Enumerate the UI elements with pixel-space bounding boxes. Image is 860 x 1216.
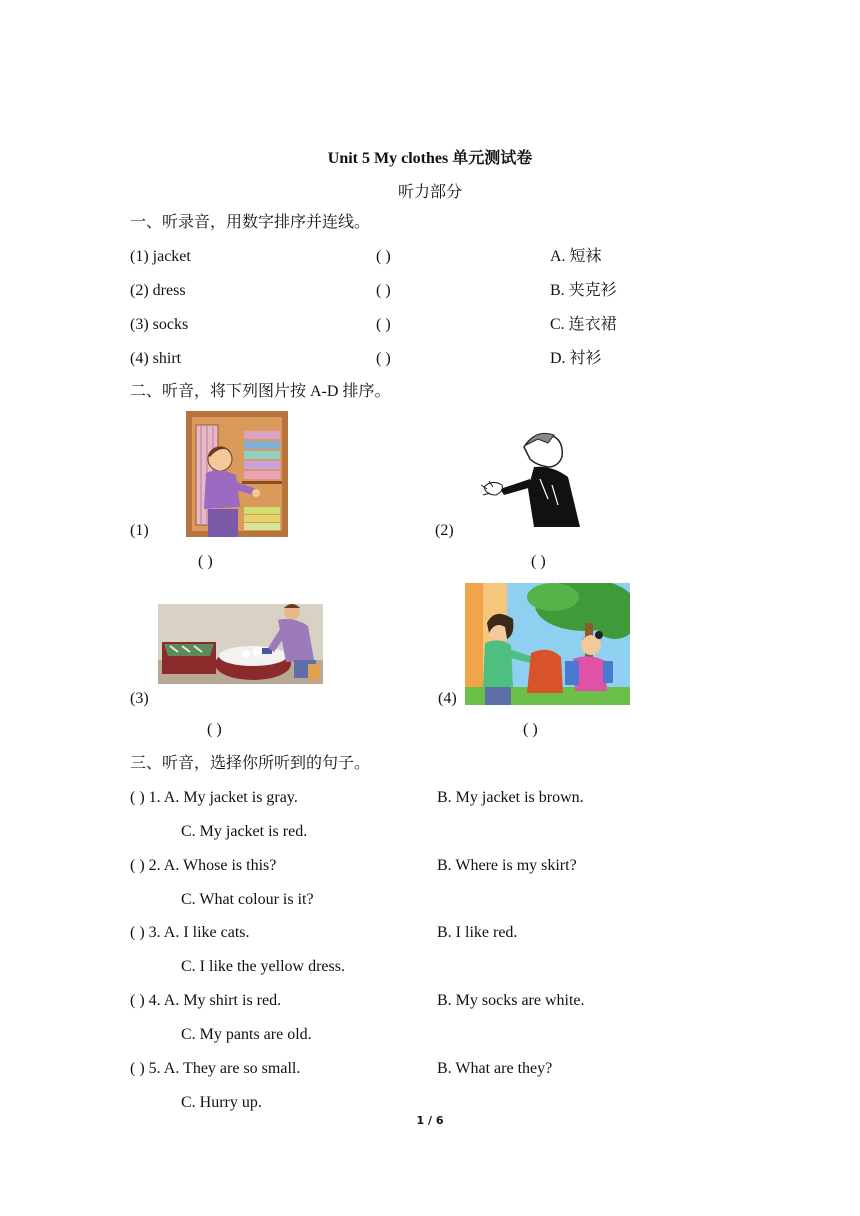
question-option-b: B. I like red. (437, 924, 518, 941)
question-option-a: ( ) 1. A. My jacket is gray. (130, 789, 298, 806)
question-option-b: B. What are they? (437, 1060, 553, 1077)
question-option-c: C. Hurry up. (181, 1094, 262, 1111)
item-word: (4) shirt (130, 350, 182, 367)
item-word: (3) socks (130, 316, 189, 333)
question-option-c: C. My jacket is red. (181, 823, 308, 840)
item-word: (1) jacket (130, 248, 191, 265)
picture-label: (4) (438, 690, 457, 707)
picture-label: (2) (435, 522, 454, 539)
question-option-b: B. My socks are white. (437, 992, 585, 1009)
item-answer-paren: ( ) (376, 248, 391, 265)
picture-label: (1) (130, 522, 149, 539)
boy-wardrobe-picture (186, 411, 288, 537)
question-option-b: B. Where is my skirt? (437, 857, 577, 874)
question-option-c: C. What colour is it? (181, 891, 314, 908)
question-option-a: ( ) 2. A. Whose is this? (130, 857, 277, 874)
picture-answer-paren: ( ) (523, 721, 538, 738)
picture-answer-paren: ( ) (531, 553, 546, 570)
page-subtitle: 听力部分 (397, 184, 462, 201)
item-option: C. 连衣裙 (550, 316, 617, 333)
item-word: (2) dress (130, 282, 186, 299)
question-option-a: ( ) 4. A. My shirt is red. (130, 992, 282, 1009)
mother-daughter-picture (465, 583, 630, 705)
question-option-c: C. I like the yellow dress. (181, 958, 345, 975)
question-option-a: ( ) 5. A. They are so small. (130, 1060, 301, 1077)
page-number: 1 / 6 (416, 1114, 444, 1127)
item-answer-paren: ( ) (376, 316, 391, 333)
question-option-a: ( ) 3. A. I like cats. (130, 924, 250, 941)
washing-clothes-picture (158, 604, 323, 684)
item-answer-paren: ( ) (376, 282, 391, 299)
section1-heading: 一、听录音，用数字排序并连线。 (130, 214, 371, 231)
question-option-c: C. My pants are old. (181, 1026, 312, 1043)
picture-answer-paren: ( ) (198, 553, 213, 570)
item-option: B. 夹克衫 (550, 282, 617, 299)
picture-answer-paren: ( ) (207, 721, 222, 738)
item-option: D. 衬衫 (550, 350, 602, 367)
item-option: A. 短袜 (550, 248, 602, 265)
item-answer-paren: ( ) (376, 350, 391, 367)
person-jacket-sketch-picture (478, 429, 584, 529)
question-option-b: B. My jacket is brown. (437, 789, 584, 806)
page-title: Unit 5 My clothes 单元测试卷 (327, 150, 533, 167)
section2-heading: 二、听音，将下列图片按 A-D 排序。 (130, 383, 391, 400)
section3-heading: 三、听音，选择你所听到的句子。 (130, 755, 371, 772)
picture-label: (3) (130, 690, 149, 707)
